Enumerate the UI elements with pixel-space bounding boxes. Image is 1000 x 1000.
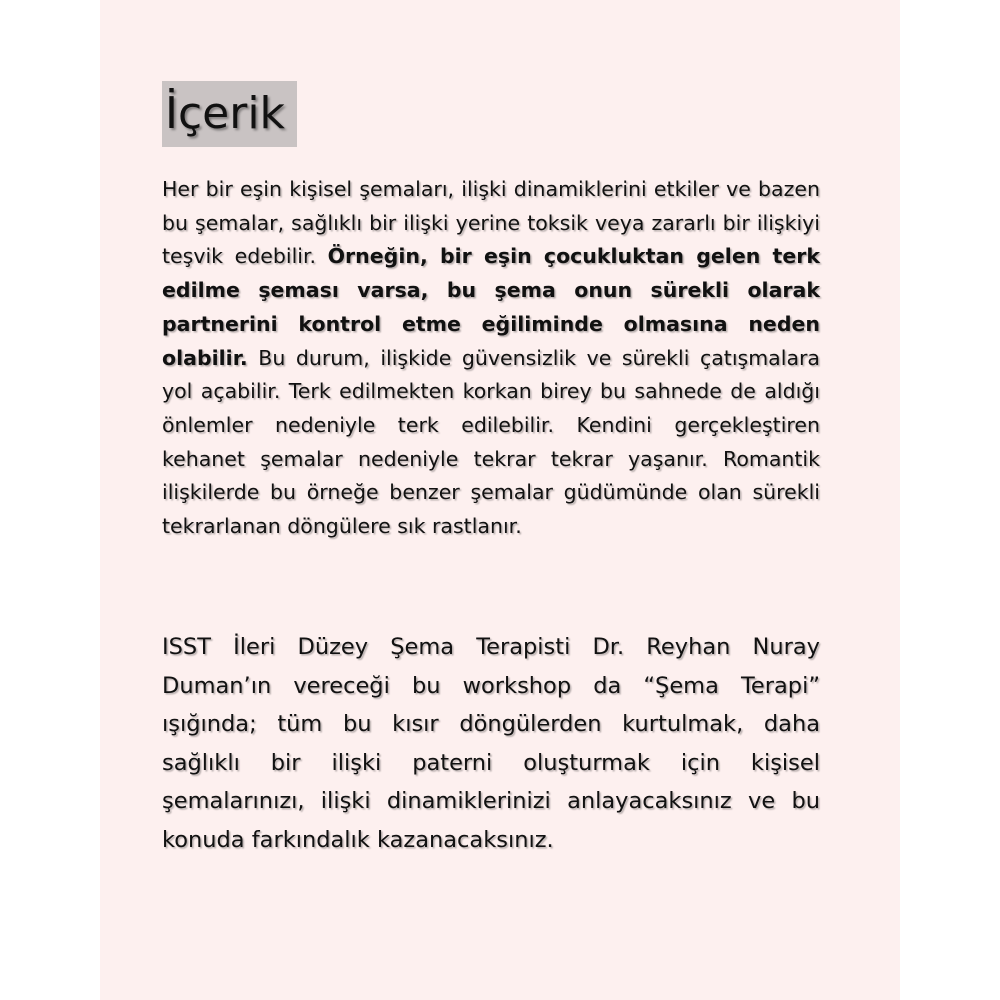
- page-title: İçerik: [165, 88, 286, 139]
- heading-highlight: [162, 81, 297, 147]
- paragraph-intro: [162, 173, 820, 544]
- paragraph-intro-text-2: Bu durum, ilişkide güvensizlik ve sürekli çatışmalara yol açabilir. Terk edilmekten korkan birey bu sahnede de aldığı önlemler nedeniyle terk edilebilir. Kendini gerçekleştiren kehanet şemalar nedeniyle tekrar tekrar yaşanır. Romantik ilişkilerde bu örneğe benzer şemalar güdümünde olan sürekli tekrarlanan döngülere sık rastlanır.: [162, 345, 820, 539]
- page: [100, 0, 900, 1000]
- paragraph-intro-bold: Örneğin, bir eşin çocukluktan gelen terk edilme şeması varsa, bu şema onun sürekli olarak partnerini kontrol etme eğiliminde olmasına neden olabilir.: [162, 244, 820, 370]
- paragraph-intro-text-1: Her bir eşin kişisel şemaları, ilişki dinamiklerini etkiler ve bazen bu şemalar, sağlıklı bir ilişki yerine toksik veya zararlı bir ilişkiyi teşvik edebilir.: [162, 177, 820, 269]
- paragraph-workshop: ISST İleri Düzey Şema Terapisti Dr. Reyhan Nuray Duman’ın vereceği bu workshop da “Şema Terapi” ışığında; tüm bu kısır döngülerden kurtulmak, daha sağlıklı bir ilişki paterni oluşturmak için kişisel şemalarınızı, ilişki dinamiklerinizi anlayacaksınız ve bu konuda farkındalık kazanacaksınız.: [162, 634, 820, 853]
